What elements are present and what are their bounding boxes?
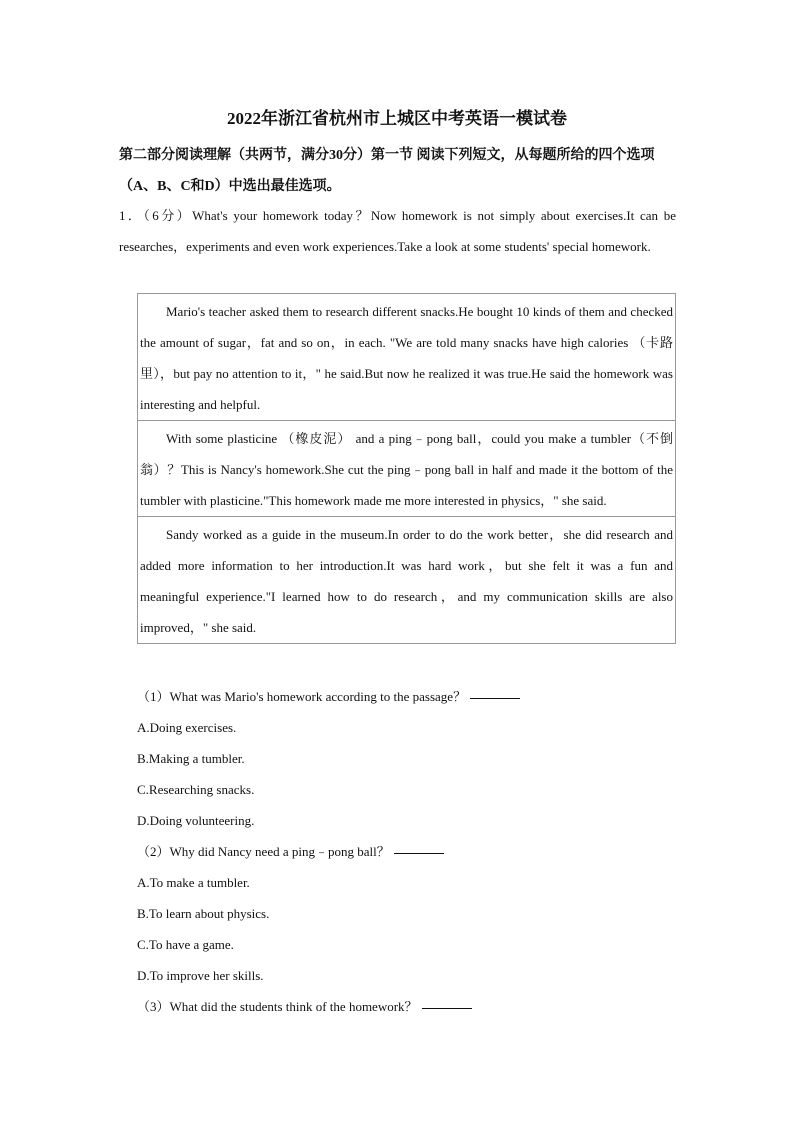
option-a: A.To make a tumbler. xyxy=(137,875,250,890)
option-a: A.Doing exercises. xyxy=(137,720,237,735)
passage-sandy xyxy=(138,516,675,643)
question-score: （6分） xyxy=(143,208,193,223)
passage-table xyxy=(137,293,676,644)
passage-text: With some plasticine （橡皮泥） and a ping﹣pong ball，could you make a tumbler（不倒翁）？This is Nancy's homework.She cut the ping﹣pong ball in half and made it the bottom of the tumbler with plasticine."This homework made me more interested in physics，" she said. xyxy=(140,431,673,508)
answer-blank[interactable] xyxy=(422,1007,472,1009)
exam-title: 2022年浙江省杭州市上城区中考英语一模试卷 xyxy=(227,109,567,128)
option-b: B.To learn about physics. xyxy=(137,906,270,921)
subquestion-3-stem xyxy=(137,991,677,1022)
subquestion-1-stem xyxy=(137,681,677,712)
option-c: C.Researching snacks. xyxy=(137,782,255,797)
passage-mario xyxy=(138,294,675,420)
passage-text: Sandy worked as a guide in the museum.In order to do the work better，she did research and added more information to her introduction.It was hard work，but she felt it was a fun and meaningful experience."I learned how to do research，and my communication skills are also improved，" she said. xyxy=(140,527,673,635)
option-c: C.To have a game. xyxy=(137,937,234,952)
subquestions xyxy=(137,681,677,1022)
passage-text: Mario's teacher asked them to research different snacks.He bought 10 kinds of them and checked the amount of sugar，fat and so on，in each. "We are told many snacks have high calories （卡路里），but pay no attention to it，" he said.But now he realized it was true.He said the homework was interesting and helpful. xyxy=(140,304,673,412)
passage-nancy xyxy=(138,420,675,516)
question-1-intro xyxy=(119,200,676,262)
answer-blank[interactable] xyxy=(470,697,520,699)
question-intro-text: What's your homework today？Now homework is not simply about exercises.It can be researches，experiments and even work experiences.Take a look at some students' special homework. xyxy=(119,208,676,254)
answer-blank[interactable] xyxy=(394,852,444,854)
section-instructions: 第二部分阅读理解（共两节，满分30分）第一节 阅读下列短文，从每题所给的四个选项（A、B、C和D）中选出最佳选项。 xyxy=(119,148,655,194)
subquestion-2-stem xyxy=(137,836,677,867)
stem-text: （1）What was Mario's homework according to the passage？ xyxy=(137,689,467,704)
stem-text: （3）What did the students think of the homework？ xyxy=(137,999,418,1014)
option-d: D.To improve her skills. xyxy=(137,968,264,983)
option-b: B.Making a tumbler. xyxy=(137,751,245,766)
stem-text: （2）Why did Nancy need a ping﹣pong ball？ xyxy=(137,844,390,859)
question-number: 1． xyxy=(119,208,144,223)
option-d: D.Doing volunteering. xyxy=(137,813,255,828)
